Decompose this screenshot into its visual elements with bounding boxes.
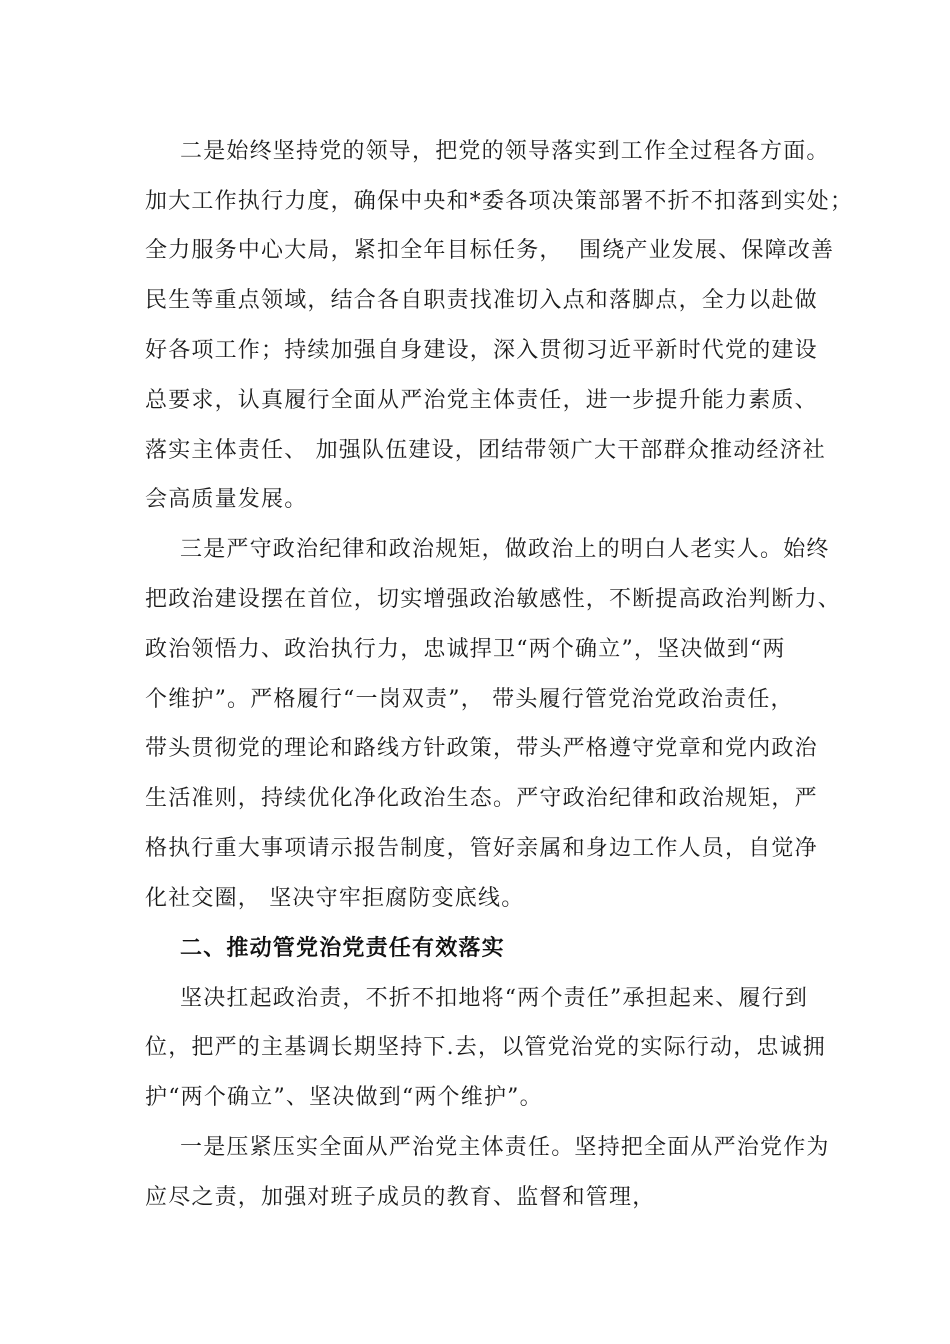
paragraph-line: 加大工作执行力度，确保中央和*委各项决策部署不折不扣落到实处； [145, 189, 854, 214]
paragraph-line: 全力服务中心大局，紧扣全年目标任务， 围绕产业发展、保障改善 [145, 238, 835, 263]
paragraph-line: 政治领悟力、政治执行力，忠诚捍卫“两个确立”，坚决做到“两 [145, 637, 786, 662]
paragraph-line: 生活准则，持续优化净化政治生态。严守政治纪律和政治规矩，严 [145, 786, 818, 811]
paragraph-line: 二是始终坚持党的领导，把党的领导落实到工作全过程各方面。 [180, 139, 830, 164]
paragraph-line: 带头贯彻党的理论和路线方针政策，带头严格遵守党章和党内政治 [145, 736, 818, 761]
paragraph-line: 民生等重点领域，结合各自职责找准切入点和落脚点，全力以赴做 [145, 288, 818, 313]
section-heading: 二、推动管党治党责任有效落实 [180, 936, 505, 961]
paragraph-line: 化社交圈， 坚决守牢拒腐防变底线。 [145, 886, 525, 911]
paragraph-line: 个维护”。严格履行“一岗双责”， 带头履行管党治党政治责任， [145, 687, 794, 712]
paragraph-line: 应尽之责，加强对班子成员的教育、监督和管理， [145, 1185, 656, 1210]
paragraph-line: 格执行重大事项请示报告制度，管好亲属和身边工作人员，自觉净 [145, 836, 818, 861]
paragraph-line: 好各项工作；持续加强自身建设，深入贯彻习近平新时代党的建设 [145, 338, 818, 363]
paragraph-line: 会高质量发展。 [145, 487, 308, 512]
paragraph-line: 落实主体责任、 加强队伍建设，团结带领广大干部群众推动经济社 [145, 438, 826, 463]
paragraph-line: 一是压紧压实全面从严治党主体责任。坚持把全面从严治党作为 [180, 1135, 830, 1160]
paragraph-line: 总要求，认真履行全面从严治党主体责任，进一步提升能力素质、 [145, 388, 818, 413]
paragraph-line: 坚决扛起政治责，不折不扣地将“两个责任”承担起来、履行到 [180, 986, 809, 1011]
paragraph-line: 护“两个确立”、坚决做到“两个维护”。 [145, 1085, 543, 1110]
paragraph-line: 把政治建设摆在首位，切实增强政治敏感性，不断提高政治判断力、 [145, 587, 842, 612]
paragraph-line: 三是严守政治纪律和政治规矩，做政治上的明白人老实人。始终 [180, 537, 830, 562]
paragraph-line: 位，把严的主基调长期坚持下.去，以管党治党的实际行动，忠诚拥 [145, 1035, 826, 1060]
